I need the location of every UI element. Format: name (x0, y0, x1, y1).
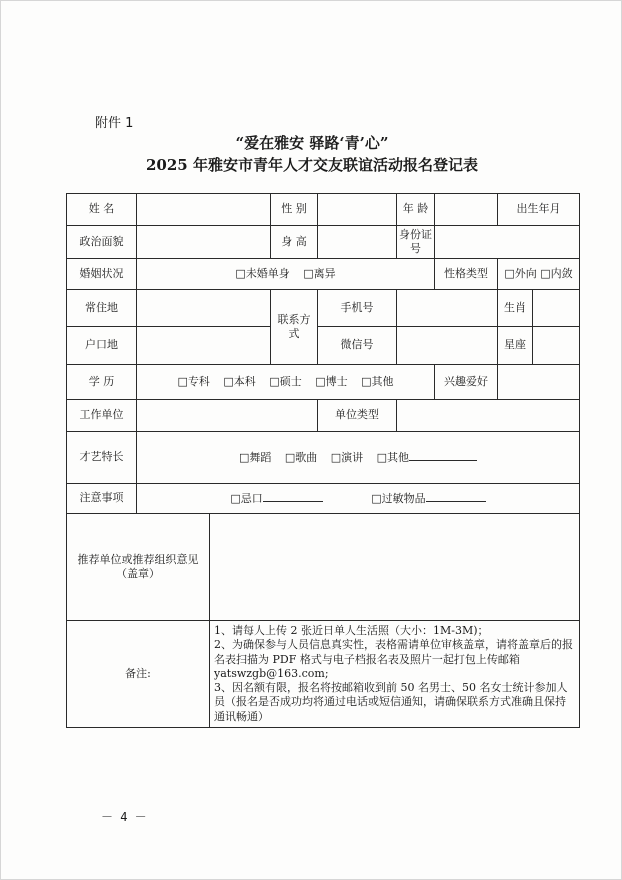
page-number: － 4 － (101, 810, 147, 824)
zodiac-field[interactable] (533, 290, 580, 327)
unit-type-label: 单位类型 (318, 400, 397, 432)
personality-label: 性格类型 (435, 259, 498, 290)
name-label: 姓 名 (67, 194, 137, 226)
id-label: 身份证号 (397, 226, 435, 259)
marital-label: 婚姻状况 (67, 259, 137, 290)
talent-option-speech[interactable]: □演讲 (330, 450, 364, 464)
talent-option-song[interactable]: □歌曲 (284, 450, 318, 464)
wechat-field[interactable] (397, 327, 498, 365)
name-field[interactable] (137, 194, 271, 226)
political-field[interactable] (137, 226, 271, 259)
recommend-label: 推荐单位或推荐组织意见（盖章） (67, 514, 210, 621)
attention-option-food[interactable] (230, 492, 322, 505)
gender-label: 性 别 (271, 194, 318, 226)
education-option-junior-college[interactable]: □专科 (177, 374, 210, 388)
attention-food-label: □忌口 (230, 491, 263, 505)
education-option-other[interactable]: □其他 (361, 374, 394, 388)
political-label: 政治面貌 (67, 226, 137, 259)
education-option-bachelor[interactable]: □本科 (223, 374, 256, 388)
zodiac-label: 生肖 (498, 290, 533, 327)
note-1: 1、请每人上传 2 张近日单人生活照（大小：1M-3M)； (214, 624, 489, 637)
hukou-label: 户口地 (67, 327, 137, 365)
form-title: 2025 年雅安市青年人才交友联谊活动报名登记表 (146, 156, 478, 174)
work-label: 工作单位 (67, 400, 137, 432)
education-options (137, 365, 435, 400)
marital-option-divorced[interactable]: □离异 (303, 266, 336, 280)
residence-label: 常住地 (67, 290, 137, 327)
phone-label: 手机号 (318, 290, 397, 327)
hukou-field[interactable] (137, 327, 271, 365)
notes-content (210, 621, 580, 728)
id-field[interactable] (435, 226, 580, 259)
age-label: 年 龄 (397, 194, 435, 226)
recommend-field[interactable] (210, 514, 580, 621)
birth-label: 出生年月 (498, 194, 580, 226)
personality-option-extrovert[interactable]: □外向 (504, 266, 537, 280)
talent-option-dance[interactable]: □舞蹈 (238, 450, 272, 464)
marital-options (137, 259, 435, 290)
talent-options (137, 432, 580, 484)
age-field[interactable] (435, 194, 498, 226)
attention-allergy-blank[interactable] (426, 491, 486, 502)
personality-options (498, 259, 580, 290)
event-title: “爱在雅安 驿路‘青’心” (235, 134, 389, 152)
note-2: 2、为确保参与人员信息真实性，表格需请单位审核盖章，请将盖章后的报名表扫描为 PDF 格式与电子档报名表及照片一起打包上传邮箱 yatswzgb@163.com; (214, 638, 573, 680)
attention-label: 注意事项 (67, 484, 137, 514)
marital-option-single[interactable]: □未婚单身 (235, 266, 290, 280)
height-label: 身 高 (271, 226, 318, 259)
phone-field[interactable] (397, 290, 498, 327)
contact-label: 联系方式 (271, 290, 318, 365)
attention-allergy-label: □过敏物品 (371, 491, 426, 505)
gender-field[interactable] (318, 194, 397, 226)
notes-label: 备注: (67, 621, 210, 728)
hobby-label: 兴趣爱好 (435, 365, 498, 400)
talent-other-blank[interactable] (409, 450, 477, 461)
attention-options (137, 484, 580, 514)
constellation-field[interactable] (533, 327, 580, 365)
wechat-label: 微信号 (318, 327, 397, 365)
constellation-label: 星座 (498, 327, 533, 365)
note-3: 3、因名额有限，报名将按邮箱收到前 50 名男士、50 名女士统计参加人员（报名是否成功均将通过电话或短信通知，请确保联系方式准确且保持通讯畅通） (214, 681, 568, 723)
talent-option-other-label: □其他 (376, 450, 410, 464)
hobby-field[interactable] (498, 365, 580, 400)
education-option-doctor[interactable]: □博士 (315, 374, 348, 388)
attention-option-allergy[interactable] (371, 492, 485, 505)
registration-form (66, 193, 580, 728)
education-label: 学 历 (67, 365, 137, 400)
height-field[interactable] (318, 226, 397, 259)
attachment-label: 附件 1 (95, 116, 134, 131)
unit-type-field[interactable] (397, 400, 580, 432)
talent-option-other[interactable] (377, 451, 477, 464)
personality-option-introvert[interactable]: □内敛 (540, 266, 573, 280)
talent-label: 才艺特长 (67, 432, 137, 484)
work-field[interactable] (137, 400, 318, 432)
attention-food-blank[interactable] (263, 491, 323, 502)
education-option-master[interactable]: □硕士 (269, 374, 302, 388)
residence-field[interactable] (137, 290, 271, 327)
